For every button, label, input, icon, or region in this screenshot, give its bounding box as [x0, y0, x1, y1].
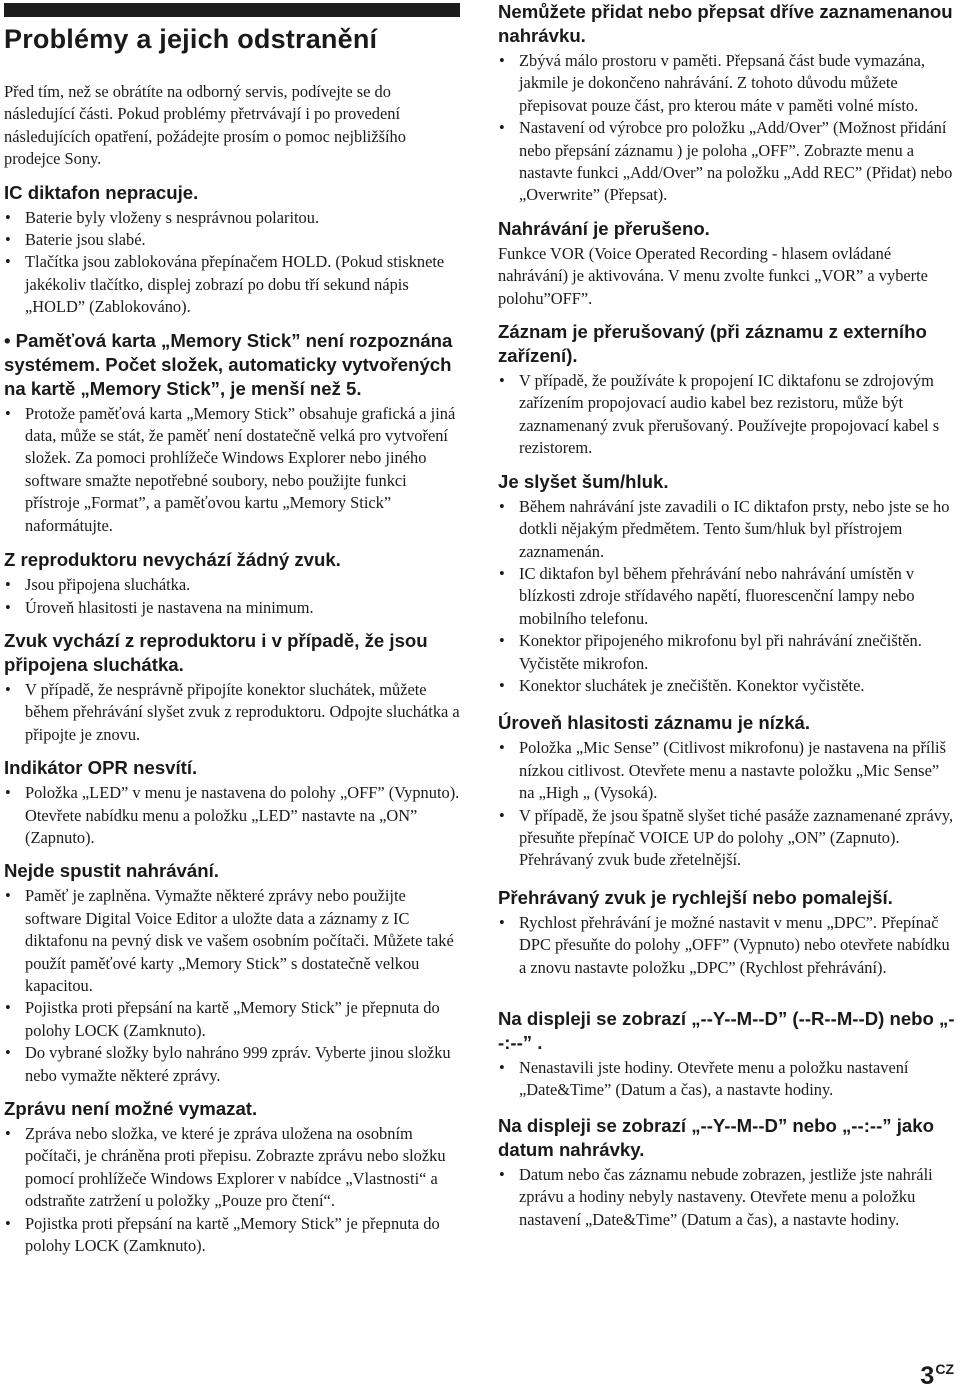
bullet-item: • Nastavení od výrobce pro položku „Add/Over” (Možnost přidání nebo přepsání záznamu ) je poloha „OFF”. Zobrazte menu a nastavte funkci „Add/Over” na položku „Add REC” (Přidat) nebo „Overwrite” (Přepsat).: [498, 117, 956, 207]
bullet-item: • Konektor sluchátek je znečištěn. Konektor vyčistěte.: [498, 675, 956, 697]
bullet-list: [498, 496, 956, 698]
bullet-list: [498, 370, 956, 460]
bullet-item: • Položka „Mic Sense” (Citlivost mikrofonu) je nastavena na příliš nízkou citlivost. Otevřete menu a nastavte položku „Mic Sense” na „High „ (Vysoká).: [498, 737, 956, 804]
trouble-section: [498, 0, 956, 207]
trouble-section: [498, 711, 956, 871]
bullet-list: [4, 1123, 460, 1257]
bullet-list: [4, 679, 460, 746]
trouble-section: [498, 1007, 956, 1102]
section-heading: Zvuk vychází z reproduktoru i v případě, že jsou připojena sluchátka.: [4, 629, 428, 675]
page-number-value: 3: [920, 1362, 935, 1390]
bullet-item: • Jsou připojena sluchátka.: [4, 574, 460, 596]
bullet-list: [4, 207, 460, 319]
trouble-section: [4, 756, 460, 849]
bullet-list: [498, 1057, 956, 1102]
bullet-item: • Do vybrané složky bylo nahráno 999 zpráv. Vyberte jinou složku nebo vymažte některé zprávy.: [4, 1042, 460, 1087]
bullet-list: [4, 574, 460, 619]
section-heading: Nejde spustit nahrávání.: [4, 860, 219, 882]
bullet-item: • Nenastavili jste hodiny. Otevřete menu a položku nastavení „Date&Time” (Datum a čas), a nastavte hodiny.: [498, 1057, 956, 1102]
section-heading: Úroveň hlasitosti záznamu je nízká.: [498, 712, 811, 734]
page-number: [920, 1354, 954, 1391]
intro-paragraph: Před tím, než se obrátíte na odborný servis, podívejte se do následující části. Pokud problémy přetrvávají i po provedení následujících opatření, požádejte prosím o pomoc nejbližšího prodejce Sony.: [4, 82, 406, 169]
bullet-item: • V případě, že jsou špatně slyšet tiché pasáže zaznamenané zprávy, přesuňte přepínač VOICE UP do polohy „ON” (Zapnuto). Přehrávaný zvuk bude zřetelnější.: [498, 805, 956, 872]
trouble-section: [4, 629, 460, 746]
section-heading: Nahrávání je přerušeno.: [498, 217, 710, 239]
bullet-list: [4, 782, 460, 849]
trouble-section: [498, 470, 956, 698]
section-heading: Z reproduktoru nevychází žádný zvuk.: [4, 549, 341, 571]
bullet-item: • Zpráva nebo složka, ve které je zpráva uložena na osobním počítači, je chráněna proti přepisu. Zobrazte zprávu nebo složku pomocí prohlížeče Windows Explorer v nabídce „Vlastnosti“ a odstraňte zatržení u položky „Pouze pro čtení“.: [4, 1123, 460, 1213]
bullet-item: • Pojistka proti přepsání na kartě „Memory Stick” je přepnuta do polohy LOCK (Zamknuto).: [4, 1213, 460, 1258]
trouble-section: [4, 548, 460, 619]
bullet-list: [4, 403, 460, 537]
section-heading: Přehrávaný zvuk je rychlejší nebo pomalejší.: [498, 886, 893, 908]
bullet-item: • Protože paměťová karta „Memory Stick” obsahuje grafická a jiná data, může se stát, že paměť není dostatečně velká pro vytvoření složek. Za pomoci prohlížeče Windows Explorer nebo jiného software smažte nepotřebné soubory, nebo použijte funkci přístroje „Format”, a paměťovou kartu „Memory Stick” naformátujte.: [4, 403, 460, 537]
bullet-item: • Zbývá málo prostoru v paměti. Přepsaná část bude vymazána, jakmile je dokončeno nahrávání. Z tohoto důvodu můžete přepisovat pouze část, pro kterou máte v paměti volné místo.: [498, 50, 956, 117]
trouble-section: [498, 1114, 956, 1231]
title-bar: [4, 3, 460, 17]
bullet-item: • Úroveň hlasitosti je nastavena na minimum.: [4, 597, 460, 619]
section-heading: Je slyšet šum/hluk.: [498, 470, 669, 492]
bullet-item: • Baterie jsou slabé.: [4, 229, 460, 251]
bullet-list: [498, 1164, 956, 1231]
bullet-item: • Rychlost přehrávání je možné nastavit v menu „DPC”. Přepínač DPC přesuňte do polohy „OFF” (Vypnuto) nebo otevřete nabídku a znovu nastavte položku „DPC” (Rychlost přehrávání).: [498, 912, 956, 979]
bullet-item: • Během nahrávání jste zavadili o IC diktafon prsty, nebo jste se ho dotkli nějakým předmětem. Tento šum/hluk byl přístrojem zaznamenán.: [498, 496, 956, 563]
section-heading: Záznam je přerušovaný (při záznamu z externího zařízení).: [498, 321, 927, 367]
bullet-item: • Položka „LED” v menu je nastavena do polohy „OFF” (Vypnuto). Otevřete nabídku menu a položku „LED” nastavte na „ON” (Zapnuto).: [4, 782, 460, 849]
section-heading: Nemůžete přidat nebo přepsat dříve zaznamenanou nahrávku.: [498, 1, 953, 46]
section-heading: Na displeji se zobrazí „--Y--M--D” nebo „--:--” jako datum nahrávky.: [498, 1114, 934, 1160]
trouble-section: [4, 181, 460, 319]
bullet-item: • V případě, že nesprávně připojíte konektor sluchátek, můžete během přehrávání slyšet zvuk z reproduktoru. Odpojte sluchátka a připojte je znovu.: [4, 679, 460, 746]
right-column: [498, 0, 956, 1231]
page-title: Problémy a jejich odstranění: [4, 24, 378, 54]
section-heading: • Paměťová karta „Memory Stick” není rozpoznána systémem. Počet složek, automaticky vytvořených na kartě „Memory Stick”, je menší než 5.: [4, 329, 453, 399]
section-heading: Na displeji se zobrazí „--Y--M--D” (--R--M--D) nebo „--:--” .: [498, 1008, 955, 1053]
section-heading: Indikátor OPR nesvítí.: [4, 757, 198, 779]
bullet-item: • Konektor připojeného mikrofonu byl při nahrávání znečištěn. Vyčistěte mikrofon.: [498, 630, 956, 675]
bullet-list: [498, 912, 956, 979]
bullet-list: [498, 737, 956, 871]
trouble-section: [498, 217, 956, 310]
page-language-code: CZ: [935, 1361, 954, 1377]
section-heading: Zprávu není možné vymazat.: [4, 1098, 258, 1119]
bullet-item: • V případě, že používáte k propojení IC diktafonu se zdrojovým zařízením propojovací audio kabel bez rezistoru, může být zaznamenaný zvuk přerušovaný. Používejte propojovací kabel s rezistorem.: [498, 370, 956, 460]
bullet-list: [498, 50, 956, 207]
section-heading: IC diktafon nepracuje.: [4, 181, 199, 203]
section-body: Funkce VOR (Voice Operated Recording - hlasem ovládané nahrávání) je aktivována. V menu zvolte funkci „VOR” a vyberte polohu”OFF”.: [498, 243, 928, 308]
bullet-item: • Paměť je zaplněna. Vymažte některé zprávy nebo použijte software Digital Voice Editor a uložte data a záznamy z IC diktafonu na pevný disk ve vašem osobním počítači. Můžete také použít paměťové karty „Memory Stick” s dostatečně velkou kapacitou.: [4, 885, 460, 997]
trouble-section: [4, 859, 460, 1087]
bullet-item: • IC diktafon byl během přehrávání nebo nahrávání umístěn v blízkosti zdroje střídavého napětí, fluorescenční lampy nebo mobilního telefonu.: [498, 563, 956, 630]
left-sections: [4, 181, 460, 1258]
right-sections: [498, 0, 956, 1231]
bullet-item: • Baterie byly vloženy s nesprávnou polaritou.: [4, 207, 460, 229]
trouble-section: [498, 886, 956, 979]
bullet-item: • Tlačítka jsou zablokována přepínačem HOLD. (Pokud stisknete jakékoliv tlačítko, displej zobrazí po dobu tří sekund nápis „HOLD” (Zablokováno).: [4, 251, 460, 318]
left-column: [4, 0, 460, 1257]
trouble-section: [498, 320, 956, 460]
bullet-item: • Datum nebo čas záznamu nebude zobrazen, jestliže jste nahráli zprávu a hodiny nebyly nastaveny. Otevřete menu a položku nastavení „Date&Time” (Datum a čas), a nastavte hodiny.: [498, 1164, 956, 1231]
trouble-section: [4, 329, 460, 537]
bullet-list: [4, 885, 460, 1087]
trouble-section: [4, 1097, 460, 1257]
bullet-item: • Pojistka proti přepsání na kartě „Memory Stick” je přepnuta do polohy LOCK (Zamknuto).: [4, 997, 460, 1042]
